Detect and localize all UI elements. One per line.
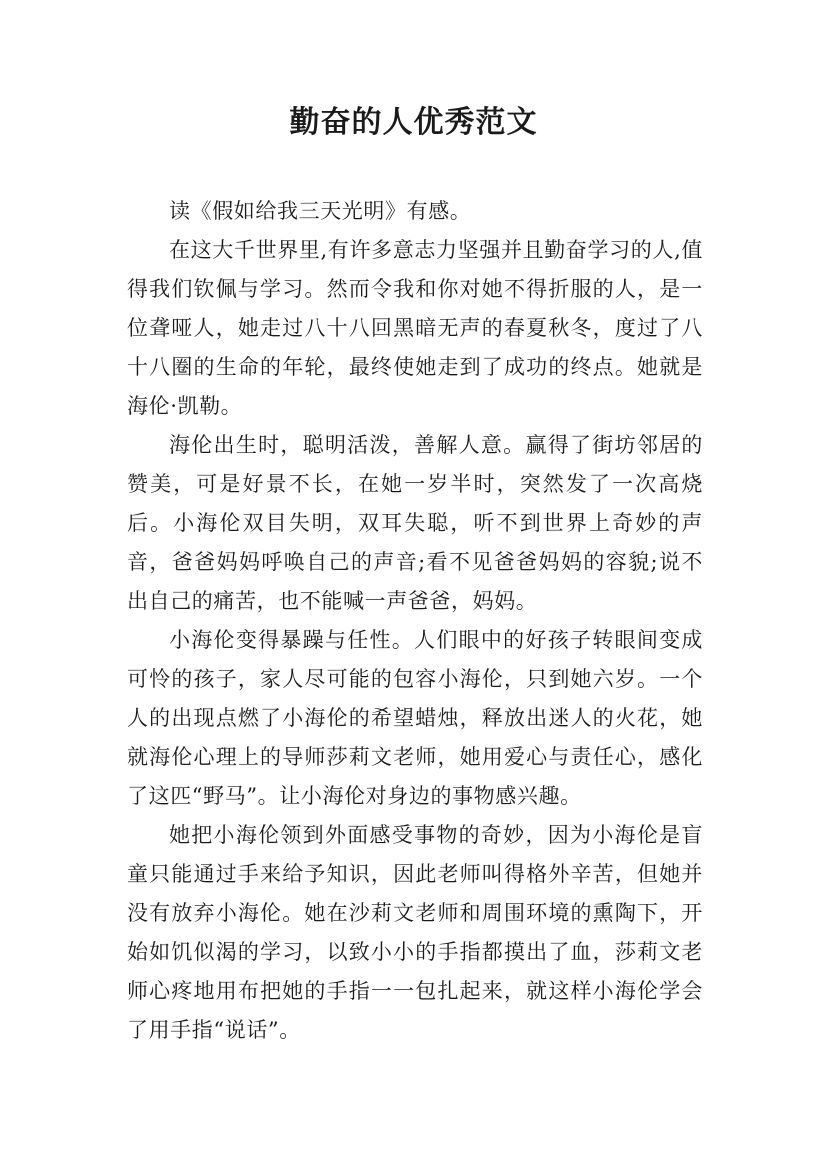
paragraph-helen-keller: 在这大千世界里,有许多意志力坚强并且勤奋学习的人,值得我们钦佩与学习。然而令我和你对她不得折服的人，是一位聋哑人，她走过八十八回黑暗无声的春夏秋冬，度过了八十八圈的生命的年轮，最终使她走到了成功的终点。她就是海伦·凯勒。	[127, 238, 703, 418]
document-body	[127, 192, 703, 1050]
paragraph-learning: 她把小海伦领到外面感受事物的奇妙，因为小海伦是盲童只能通过手来给予知识，因此老师叫得格外辛苦，但她并没有放弃小海伦。她在沙莉文老师和周围环境的熏陶下，开始如饥似渴的学习，以致小小的手指都摸出了血，莎莉文老师心疼地用布把她的手指一一包扎起来，就这样小海伦学会了用手指“说话”。	[127, 823, 703, 1042]
document-title: 勤奋的人优秀范文	[289, 105, 538, 140]
paragraph-teacher: 小海伦变得暴躁与任性。人们眼中的好孩子转眼间变成可怜的孩子，家人尽可能的包容小海伦，只到她六岁。一个人的出现点燃了小海伦的希望蜡烛，释放出迷人的火花，她就海伦心理上的导师莎莉文老师，她用爱心与责任心，感化了这匹“野马”。让小海伦对身边的事物感兴趣。	[127, 628, 703, 808]
paragraph-intro: 读《假如给我三天光明》有感。	[169, 199, 472, 223]
paragraph-childhood: 海伦出生时，聪明活泼，善解人意。赢得了街坊邻居的赞美，可是好景不长，在她一岁半时，突然发了一次高烧后。小海伦双目失明，双耳失聪，听不到世界上奇妙的声音，爸爸妈妈呼唤自己的声音;看不见爸爸妈妈的容貌;说不出自己的痛苦，也不能喊一声爸爸，妈妈。	[127, 433, 703, 613]
